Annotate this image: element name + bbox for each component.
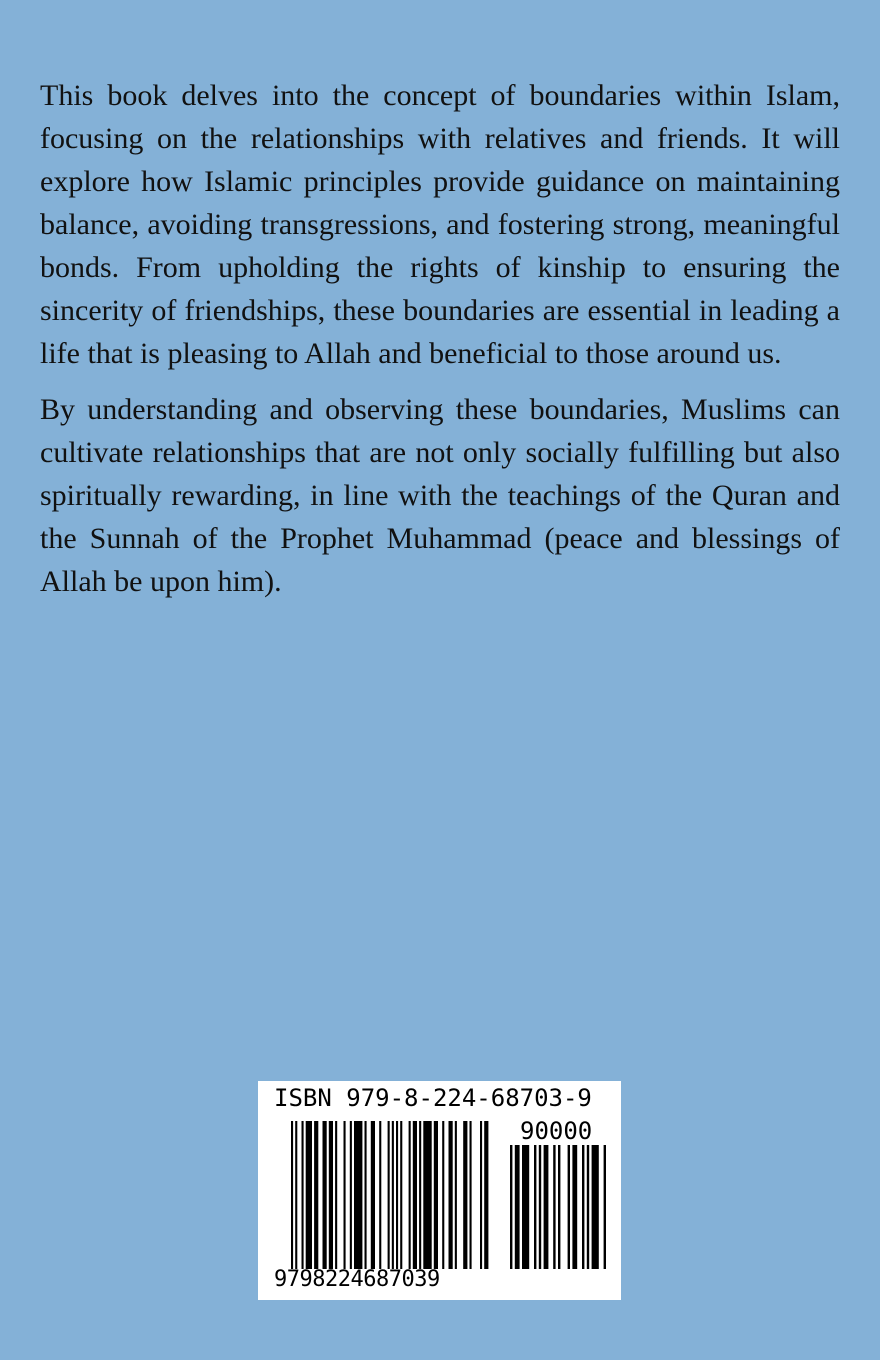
barcode-bar	[329, 1121, 333, 1269]
barcode-bar	[302, 1121, 304, 1269]
barcode-number: 9798224687039	[274, 1267, 440, 1292]
barcode-bar	[413, 1121, 417, 1269]
barcode-bar	[365, 1121, 367, 1269]
barcode-bar	[392, 1121, 394, 1269]
barcode-bar	[480, 1121, 482, 1269]
barcode-bar	[568, 1145, 570, 1269]
blurb-paragraph-1: This book delves into the concept of boundaries within Islam, focusing on the relationships with relatives and friends. It will explore how Islamic principles provide guidance on maintaining balance, avoiding transgressions, and fostering strong, meaningful bonds. From upholding the rights of kinship to ensuring the sincerity of friendships, these boundaries are essential in leading a life that is pleasing to Allah and beneficial to those around us.	[40, 79, 840, 370]
isbn-label: ISBN 979-8-224-68703-9	[274, 1084, 592, 1112]
barcode-bar	[350, 1121, 352, 1269]
barcode-bar	[409, 1121, 411, 1269]
barcode-bar	[335, 1121, 337, 1269]
barcode-bar	[515, 1145, 520, 1269]
barcode-bar	[455, 1121, 457, 1269]
barcode-bar	[463, 1121, 467, 1269]
barcode-bar	[419, 1121, 421, 1269]
barcode-bar	[354, 1121, 362, 1269]
barcode-bar	[510, 1145, 512, 1269]
barcode-bar	[449, 1121, 453, 1269]
addon-barcode-bars	[510, 1145, 606, 1269]
barcode-bar	[582, 1145, 584, 1269]
barcode-bar	[558, 1145, 560, 1269]
barcode-bar	[544, 1145, 549, 1269]
barcode-bar	[291, 1121, 293, 1269]
barcode-bar	[587, 1145, 589, 1269]
barcode-bar	[522, 1145, 529, 1269]
barcode-bar	[553, 1145, 555, 1269]
blurb-paragraph-2: By understanding and observing these boundaries, Muslims can cultivate relationships that are not only socially fulfilling but also spiritually rewarding, in line with the teachings of the Quran and the Sunnah of the Prophet Muhammad (peace and blessings of Allah be upon him).	[40, 393, 840, 598]
barcode-bar	[295, 1121, 297, 1269]
barcode-bar	[314, 1121, 318, 1269]
barcode-bar	[371, 1121, 375, 1269]
isbn-barcode	[258, 1081, 621, 1300]
barcode-bar	[379, 1121, 381, 1269]
barcode-bar	[604, 1145, 606, 1269]
barcode-bar	[470, 1121, 472, 1269]
barcode-bar	[400, 1121, 402, 1269]
back-cover-blurb	[40, 74, 840, 616]
barcode-bar	[306, 1121, 312, 1269]
barcode-bar	[434, 1121, 438, 1269]
barcode-bar	[423, 1121, 431, 1269]
barcode-bar	[344, 1121, 346, 1269]
price-code: 90000	[520, 1117, 593, 1145]
barcode-bar	[484, 1121, 488, 1269]
barcode-bar	[388, 1121, 390, 1269]
barcode-bar	[396, 1121, 398, 1269]
barcode-bar	[572, 1145, 577, 1269]
barcode-bars	[291, 1121, 491, 1269]
barcode-bar	[592, 1145, 599, 1269]
barcode-bar	[534, 1145, 536, 1269]
barcode-bar	[323, 1121, 327, 1269]
barcode-bar	[539, 1145, 541, 1269]
barcode-bar	[442, 1121, 444, 1269]
